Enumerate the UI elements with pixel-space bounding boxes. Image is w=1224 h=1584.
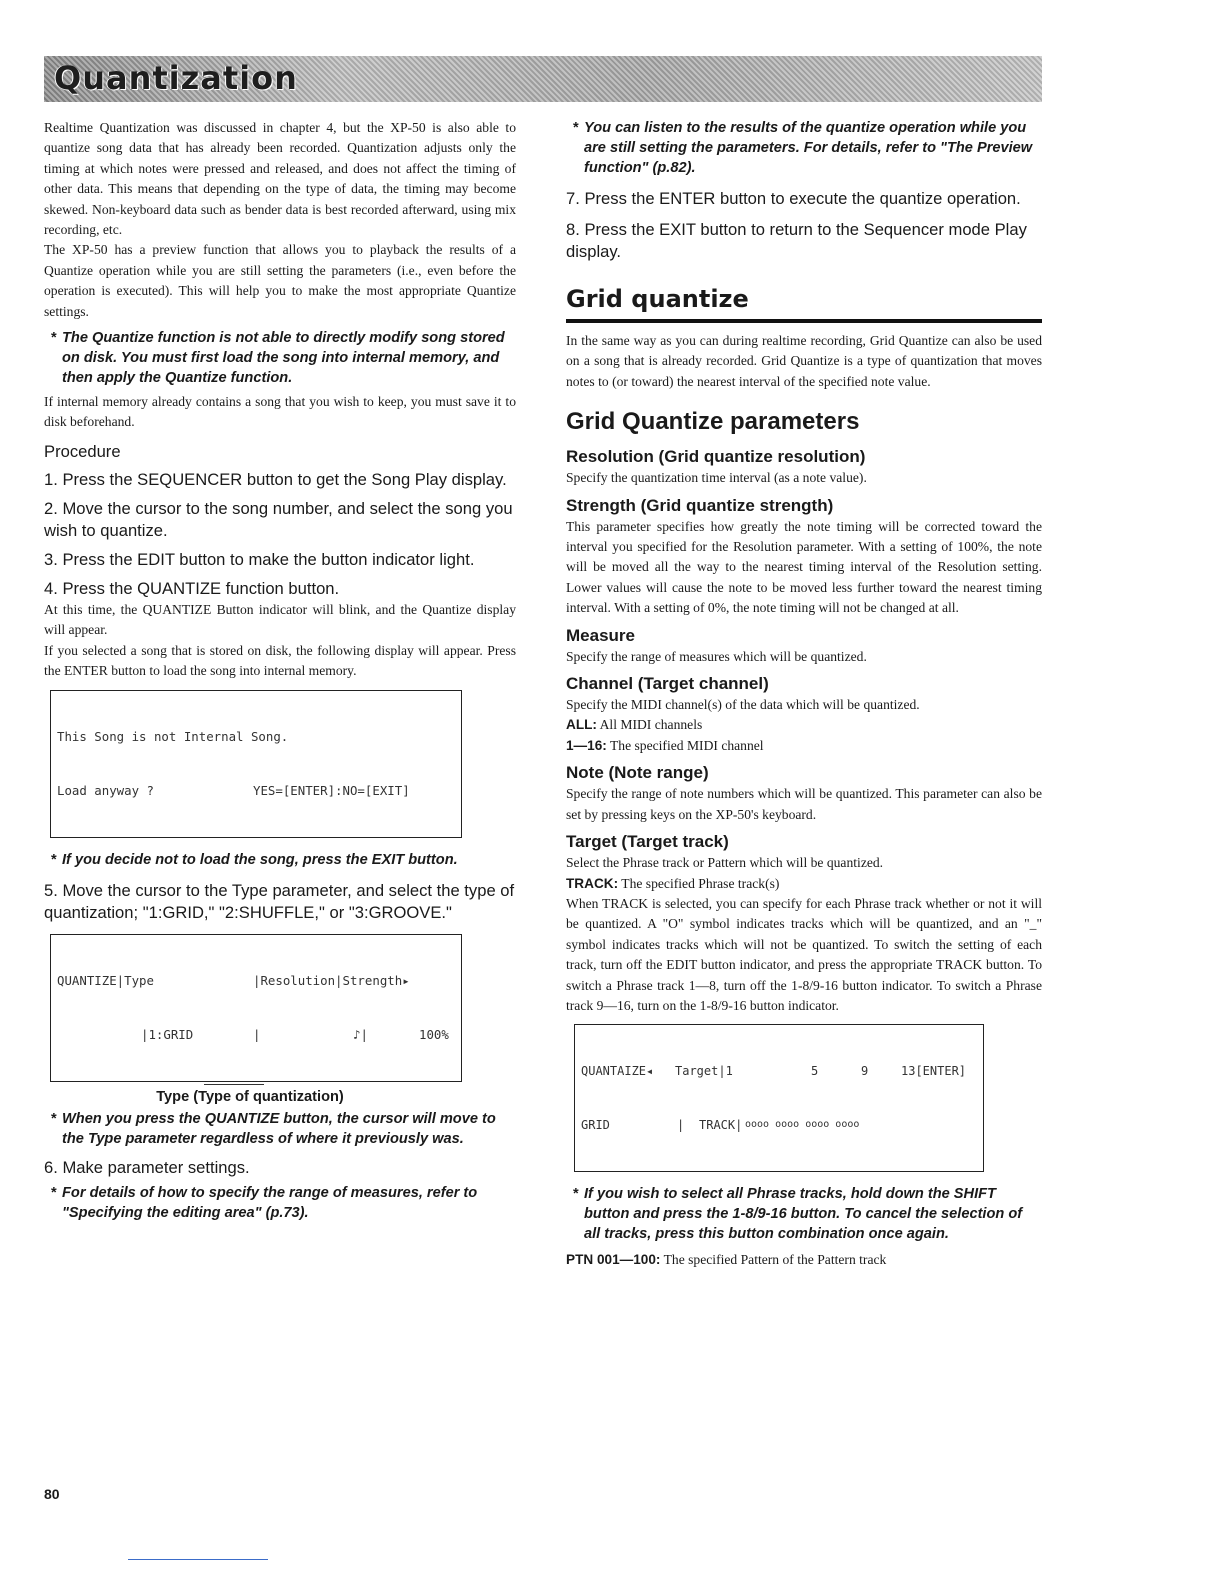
lcd-load-options: YES=[ENTER]:NO=[EXIT] [253, 782, 410, 798]
param-channel-all [566, 715, 1042, 735]
note-select-all-text: If you wish to select all Phrase tracks, hold down the SHIFT button and press the 1-8/9-16 button. To cancel the selection of all tracks, press this button combination once again. [584, 1186, 1023, 1243]
term-channel-range: 1—16: [566, 737, 607, 753]
step-4-detail-2: If you selected a song that is stored on disk, the following display will appear. Press the ENTER button to load the song into internal memory. [44, 642, 516, 679]
param-note-text: Specify the range of note numbers which will be quantized. This parameter can also be set by pressing keys on the XP-50's keyboard. [566, 786, 1042, 822]
step-5: 5. Move the cursor to the Type parameter, and select the type of quantization; "1:GRID," "2:SHUFFLE," or "3:GROOVE." [44, 880, 515, 922]
note-exit [44, 850, 516, 870]
step-4-detail-1: At this time, the QUANTIZE Button indicator will blink, and the Quantize display will appear. [44, 601, 516, 638]
step-2: 2. Move the cursor to the song number, and select the song you wish to quantize. [44, 498, 513, 540]
note-cursor [44, 1109, 516, 1149]
asterisk-icon: * [51, 1110, 57, 1127]
asterisk-icon: * [573, 120, 579, 136]
note-disk-song-detail: If internal memory already contains a song that you wish to keep, you must save it to disk beforehand. [44, 394, 516, 430]
param-target-title: Target (Target track) [566, 832, 729, 852]
lcd-separator: | [677, 1118, 685, 1133]
lcd-separator: | [253, 1026, 261, 1042]
intro-paragraph-1: Realtime Quantization was discussed in chapter 4, but the XP-50 is also able to quantize song data that has already been recorded. Quantization adjusts only the timing at which notes were pressed and released, and does not affect the timing of other data. This means that depending on the type of data, the timing may become skewed. Non-keyboard data such as bender data is best recorded afterward, using mix recording, etc. [44, 120, 516, 238]
step-1: 1. Press the SEQUENCER button to get the Song Play display. [44, 469, 507, 489]
asterisk-icon: * [51, 851, 57, 868]
lcd-target-track [574, 1024, 984, 1172]
footer-line [128, 1559, 268, 1560]
lcd-grid-value: GRID [581, 1118, 610, 1133]
note-measures [44, 1183, 516, 1223]
param-target-description: When TRACK is selected, you can specify for each Phrase track whether or not it will be quantized. A "O" symbol indicates tracks which will be quantized, and an "_" symbol indicates tracks which will not be quantized. To switch the setting of each track, turn off the EDIT button indicator, and press the appropriate TRACK button. To switch a Phrase track 1—8, turn off the 1-8/9-16 button indicator. To switch a Phrase track 9—16, turn on the 1-8/9-16 button indicator. [566, 895, 1042, 1013]
note-disk-song-text: The Quantize function is not able to directly modify song stored on disk. You must first load the song into internal memory, and then apply the Quantize function. [62, 330, 505, 387]
param-strength-title: Strength (Grid quantize strength) [566, 495, 834, 515]
grid-quantize-intro: In the same way as you can during realtime recording, Grid Quantize can also be used on a song that is already recorded. Grid Quantize is a type of quantization that moves notes to (or toward) the nearest interval of the specified note value. [566, 333, 1042, 389]
param-channel-number [566, 736, 1042, 756]
right-column [566, 118, 1042, 1271]
term-all-desc: All MIDI channels [596, 717, 703, 733]
param-note-title: Note (Note range) [566, 763, 709, 783]
lcd-strength-value: 100% [419, 1026, 449, 1042]
term-ptn-desc: The specified Pattern of the Pattern track [660, 1252, 887, 1268]
step-8: 8. Press the EXIT button to return to the Sequencer mode Play display. [566, 220, 1027, 261]
param-resolution-title: Resolution (Grid quantize resolution) [566, 447, 866, 467]
note-preview [566, 118, 1042, 178]
lcd-load-song [50, 690, 462, 838]
term-ptn: PTN 001—100: [566, 1252, 661, 1268]
callout-line [204, 1084, 264, 1085]
lcd-resolution-strength-label: |Resolution|Strength▸ [253, 972, 410, 988]
procedure-label: Procedure [44, 441, 121, 461]
step-3: 3. Press the EDIT button to make the button indicator light. [44, 549, 475, 569]
grid-quantize-heading: Grid quantize [566, 285, 749, 313]
chapter-banner [44, 56, 1042, 102]
parameters-heading: Grid Quantize parameters [566, 408, 860, 436]
grid-quantize-section [566, 285, 1042, 323]
page-number: 80 [44, 1486, 60, 1502]
asterisk-icon: * [51, 1184, 57, 1201]
heading-rule [566, 319, 1042, 323]
lcd-track-label: TRACK| [699, 1118, 743, 1133]
lcd-target-title: QUANTAIZE◂ [581, 1064, 654, 1079]
asterisk-icon: * [573, 1186, 579, 1203]
param-channel-text: Specify the MIDI channel(s) of the data which will be quantized. [566, 697, 920, 713]
step-6: 6. Make parameter settings. [44, 1157, 250, 1177]
param-measure-text: Specify the range of measures which will be quantized. [566, 648, 867, 664]
lcd-track-13-enter: 13[ENTER] [901, 1064, 967, 1079]
lcd-type-caption: Type (Type of quantization) [156, 1088, 344, 1105]
intro-paragraph-2: The XP-50 has a preview function that allows you to playback the results of a Quantize operation while you are still setting the parameters (i.e., even before the operation is executed). This will help you to make the most appropriate Quantize settings. [44, 242, 516, 319]
term-all: ALL: [566, 717, 597, 733]
note-preview-text: You can listen to the results of the quantize operation while you are still setting the parameters. For details, refer to "The Preview function" (p.82). [584, 120, 1033, 176]
param-resolution-text: Specify the quantization time interval (as a note value). [566, 470, 867, 486]
lcd-load-prompt: Load anyway ? [57, 782, 154, 798]
lcd-load-line-1: This Song is not Internal Song. [57, 728, 289, 744]
lcd-type-value: |1:GRID [141, 1026, 194, 1042]
lcd-track-indicators: oooo oooo oooo oooo [745, 1119, 860, 1131]
lcd-track-5: 5 [811, 1064, 819, 1079]
lcd-type-label: QUANTIZE|Type [57, 972, 154, 988]
left-column [44, 118, 516, 1223]
lcd-quantize-type [50, 934, 462, 1082]
param-pattern [566, 1250, 1042, 1270]
step-7: 7. Press the ENTER button to execute the quantize operation. [566, 189, 1021, 208]
term-track-desc: The specified Phrase track(s) [618, 875, 780, 891]
note-disk-song [44, 328, 516, 388]
note-cursor-text: When you press the QUANTIZE button, the cursor will move to the Type parameter regardless of where it previously was. [62, 1110, 496, 1147]
note-exit-text: If you decide not to load the song, press the EXIT button. [62, 851, 458, 868]
lcd-target-label: Target|1 [675, 1064, 733, 1079]
param-measure-title: Measure [566, 625, 635, 645]
step-4: 4. Press the QUANTIZE function button. [44, 578, 340, 598]
param-strength-text: This parameter specifies how greatly the note timing will be corrected toward the interval you specified for the Resolution parameter. With a setting of 100%, the note will be moved all the way to the nearest timing interval of the Resolution setting. Lower values will cause the note to be moved less further toward the nearest timing interval. With a setting of 0%, the note timing will not be changed at all. [566, 518, 1042, 616]
param-target-text: Select the Phrase track or Pattern which will be quantized. [566, 855, 884, 871]
chapter-title: Quantization [54, 59, 298, 97]
term-track: TRACK: [566, 875, 619, 891]
lcd-track-9: 9 [861, 1064, 869, 1079]
note-select-all [566, 1184, 1042, 1244]
note-measures-text: For details of how to specify the range of measures, refer to "Specifying the editing area" (p.73). [62, 1184, 478, 1221]
param-channel-title: Channel (Target channel) [566, 674, 769, 694]
lcd-resolution-value: ♪| [353, 1026, 368, 1042]
param-target-track [566, 874, 1042, 894]
asterisk-icon: * [51, 330, 57, 347]
term-channel-range-desc: The specified MIDI channel [606, 737, 764, 753]
